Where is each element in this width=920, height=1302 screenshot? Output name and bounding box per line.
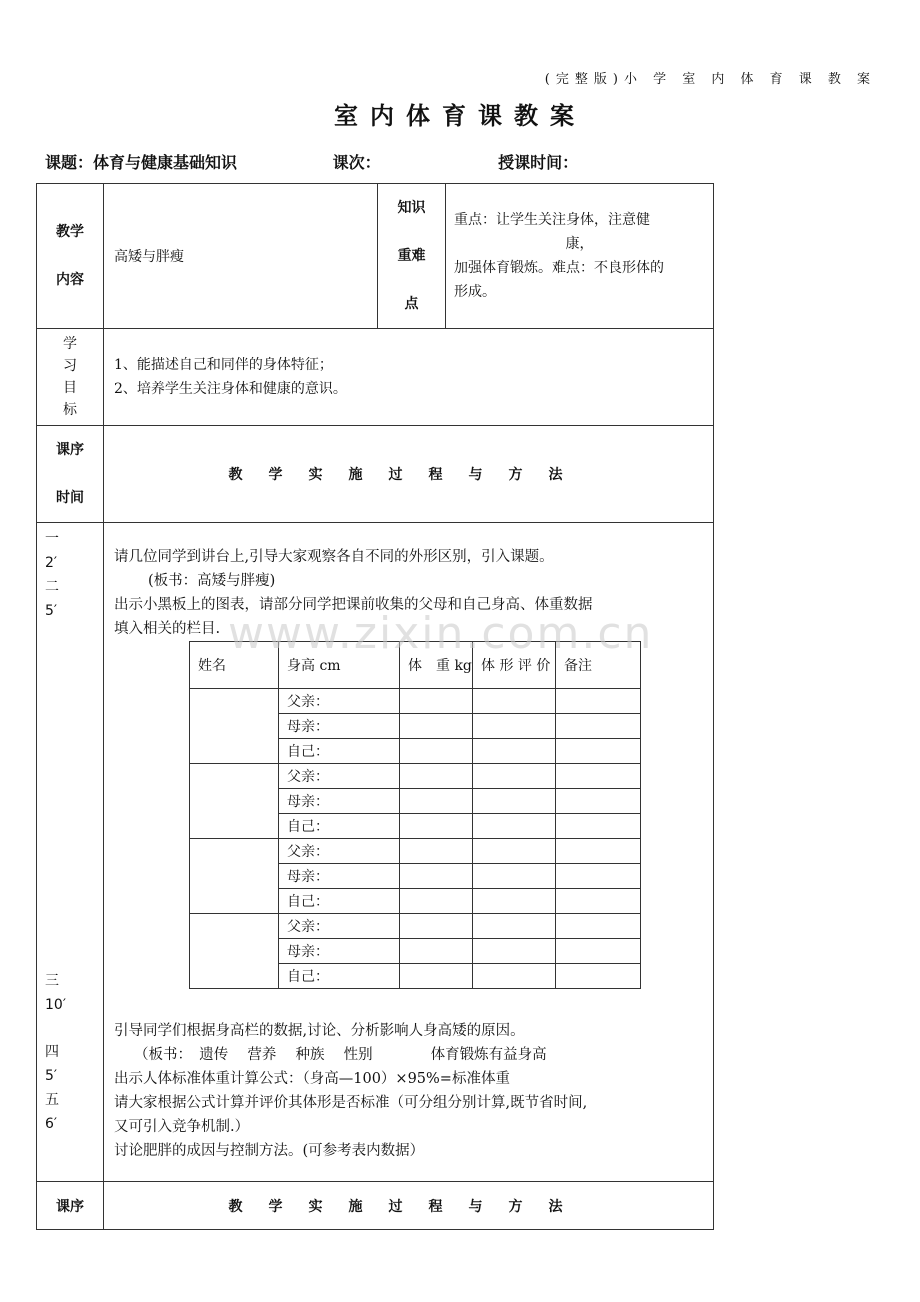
header-weight: 体 重 kg bbox=[400, 642, 473, 689]
table-row: 母亲： bbox=[190, 789, 641, 814]
process-content: 请几位同学到讲台上,引导大家观察各自不同的外形区别，引入课题。 (板书：高矮与胖瘦) 出示小黑板上的图表，请部分同学把课前收集的父母和自己身高、体重数据 填入相关的栏目. 姓名 身高 cm 体 重 kg 体 形 评 价 备注 父亲： 母亲： 自己： 父亲： 母亲： 自己： 父亲： 母亲： 自己： 父亲： 母亲： 自己： 引导同学们根据身高栏的数据,讨论、分析影响人身高矮的原因。 （板书： 遗传 营养 种族 性别 体育锻炼有益身高 出示人体标准体重计算公式：（身高—100）×95%=标准体重 请大家根据公式计算并评价其体形是否标准（可分组分别计算,既节省时间, 又可引入竞争机制.） 讨论肥胖的成因与控制方法。(可参考表内数据） bbox=[104, 523, 714, 1182]
footer-row bbox=[37, 1182, 714, 1230]
difficulty-label: 知识 重难 点 bbox=[378, 184, 446, 329]
content-value: 高矮与胖瘦 bbox=[104, 184, 378, 329]
difficulty-text: 重点：让学生关注身体，注意健 康， 加强体育锻炼。难点：不良形体的 形成。 bbox=[446, 184, 714, 329]
height-weight-table bbox=[189, 641, 641, 989]
header-name: 姓名 bbox=[190, 642, 279, 689]
footer-heading: 教学实施过程与方法 bbox=[104, 1182, 714, 1230]
lesson-info bbox=[45, 150, 578, 173]
table-row: 父亲： bbox=[190, 914, 641, 939]
header-shape-evaluation: 体 形 评 价 bbox=[473, 642, 556, 689]
table-row: 父亲： bbox=[190, 764, 641, 789]
table-row: 自己： bbox=[190, 814, 641, 839]
step-times: 一 2′ 二 5′ 三 10′ 四 5′ 五 6′ bbox=[37, 523, 104, 1182]
header-height: 身高 cm bbox=[279, 642, 400, 689]
table-row: 自己： bbox=[190, 889, 641, 914]
section-header-row bbox=[37, 426, 714, 523]
page-title: 室内体育课教案 bbox=[334, 101, 586, 130]
table-row: 父亲： bbox=[190, 689, 641, 714]
lesson-number-label: 课次： bbox=[332, 153, 381, 172]
document-header: (完整版)小 学 室 内 体 育 课 教 案 bbox=[544, 72, 876, 87]
goals-list: 1、能描述自己和同伴的身体特征； 2、培养学生关注身体和健康的意识。 bbox=[104, 329, 714, 426]
table-row: 母亲： bbox=[190, 939, 641, 964]
table-row: 自己： bbox=[190, 739, 641, 764]
table-row: 自己： bbox=[190, 964, 641, 989]
process-heading: 教学实施过程与方法 bbox=[104, 426, 714, 523]
sequence-time-label: 课序 时间 bbox=[37, 426, 104, 523]
content-row bbox=[37, 184, 714, 329]
class-time-label: 授课时间： bbox=[498, 153, 579, 172]
lesson-plan-table bbox=[36, 183, 714, 1230]
table-row: 母亲： bbox=[190, 864, 641, 889]
footer-label: 课序 bbox=[37, 1182, 104, 1230]
content-label: 教学 内容 bbox=[37, 184, 104, 329]
header-notes: 备注 bbox=[556, 642, 641, 689]
topic-label: 课题：体育与健康基础知识 bbox=[45, 153, 238, 172]
goals-row bbox=[37, 329, 714, 426]
goals-label: 学 习 目 标 bbox=[37, 329, 104, 426]
table-row: 父亲： bbox=[190, 839, 641, 864]
watermark: www.zixin.com.cn bbox=[228, 608, 654, 659]
table-row: 母亲： bbox=[190, 714, 641, 739]
